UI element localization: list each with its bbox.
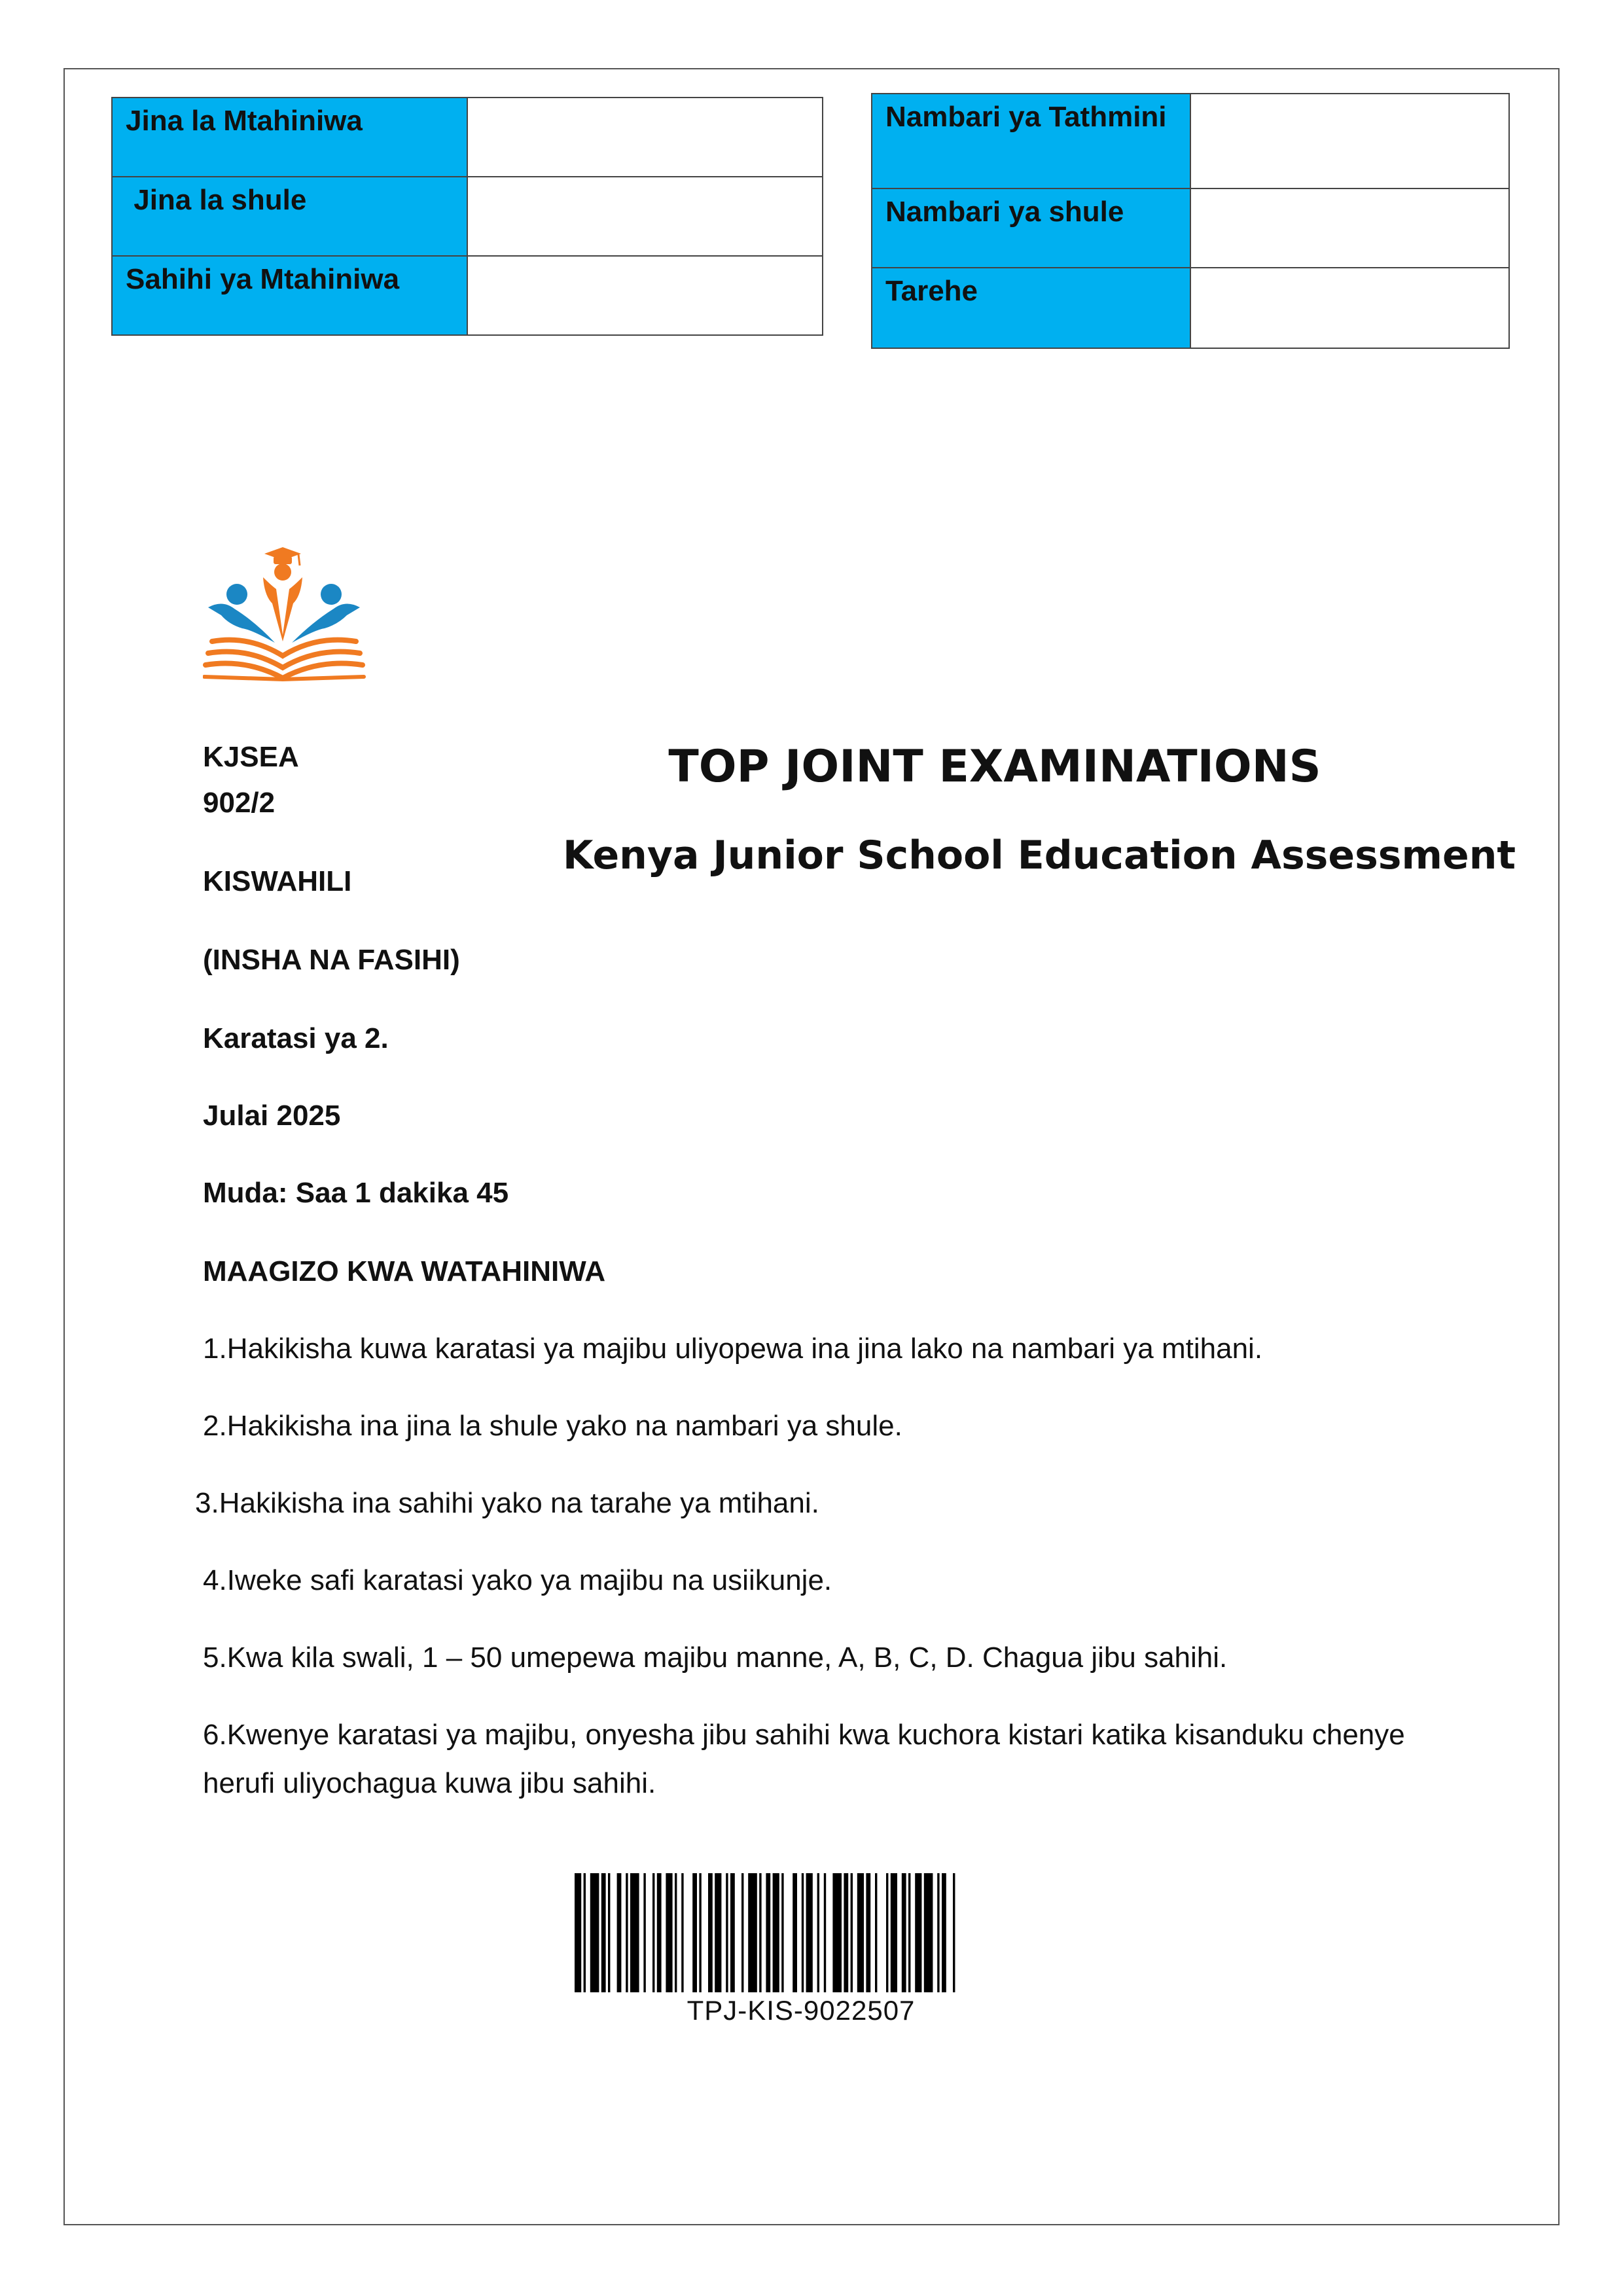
- exam-date: Julai 2025: [203, 1100, 341, 1132]
- barcode-icon: [575, 1873, 1027, 1992]
- paper-code-line1: KJSEA: [203, 741, 299, 773]
- instruction-item-continued: herufi uliyochagua kuwa jibu sahihi.: [203, 1767, 656, 1799]
- date-label: Tarehe: [872, 268, 1190, 348]
- school-logo-icon: [203, 543, 366, 687]
- school-number-field[interactable]: [1190, 188, 1509, 268]
- candidate-signature-label: Sahihi ya Mtahiniwa: [112, 256, 467, 335]
- paper-type: (INSHA NA FASIHI): [203, 944, 460, 976]
- school-name-label: Jina la shule: [112, 177, 467, 256]
- paper-number: Karatasi ya 2.: [203, 1022, 389, 1054]
- assessment-info-table: [871, 93, 1510, 349]
- assessment-number-label: Nambari ya Tathmini: [872, 94, 1190, 188]
- candidate-signature-field[interactable]: [467, 256, 823, 335]
- table-row: [872, 94, 1509, 188]
- date-field[interactable]: [1190, 268, 1509, 348]
- assessment-number-field[interactable]: [1190, 94, 1509, 188]
- instruction-item: 3.Hakikisha ina sahihi yako na tarahe ya mtihani.: [195, 1487, 819, 1519]
- instruction-item: 4.Iweke safi karatasi yako ya majibu na usiikunje.: [203, 1564, 832, 1596]
- candidate-name-label: Jina la Mtahiniwa: [112, 98, 467, 177]
- instruction-item: 6.Kwenye karatasi ya majibu, onyesha jibu sahihi kwa kuchora kistari katika kisanduku chenye: [203, 1719, 1405, 1751]
- candidate-name-field[interactable]: [467, 98, 823, 177]
- candidate-info-table: [111, 97, 823, 336]
- barcode-text: TPJ-KIS-9022507: [687, 1995, 916, 2026]
- paper-code-line2: 902/2: [203, 787, 276, 819]
- table-row: [872, 188, 1509, 268]
- school-number-label: Nambari ya shule: [872, 188, 1190, 268]
- exam-subtitle: Kenya Junior School Education Assessment: [563, 833, 1516, 878]
- instruction-item: 5.Kwa kila swali, 1 – 50 umepewa majibu manne, A, B, C, D. Chagua jibu sahihi.: [203, 1641, 1228, 1674]
- subject-name: KISWAHILI: [203, 865, 352, 897]
- instruction-item: 1.Hakikisha kuwa karatasi ya majibu uliyopewa ina jina lako na nambari ya mtihani.: [203, 1333, 1263, 1365]
- table-row: [112, 256, 823, 335]
- exam-title: TOP JOINT EXAMINATIONS: [668, 741, 1321, 793]
- instruction-item: 2.Hakikisha ina jina la shule yako na nambari ya shule.: [203, 1410, 902, 1442]
- table-row: [112, 98, 823, 177]
- exam-duration: Muda: Saa 1 dakika 45: [203, 1177, 509, 1209]
- school-name-field[interactable]: [467, 177, 823, 256]
- table-row: [872, 268, 1509, 348]
- instructions-heading: MAAGIZO KWA WATAHINIWA: [203, 1255, 606, 1287]
- table-row: [112, 177, 823, 256]
